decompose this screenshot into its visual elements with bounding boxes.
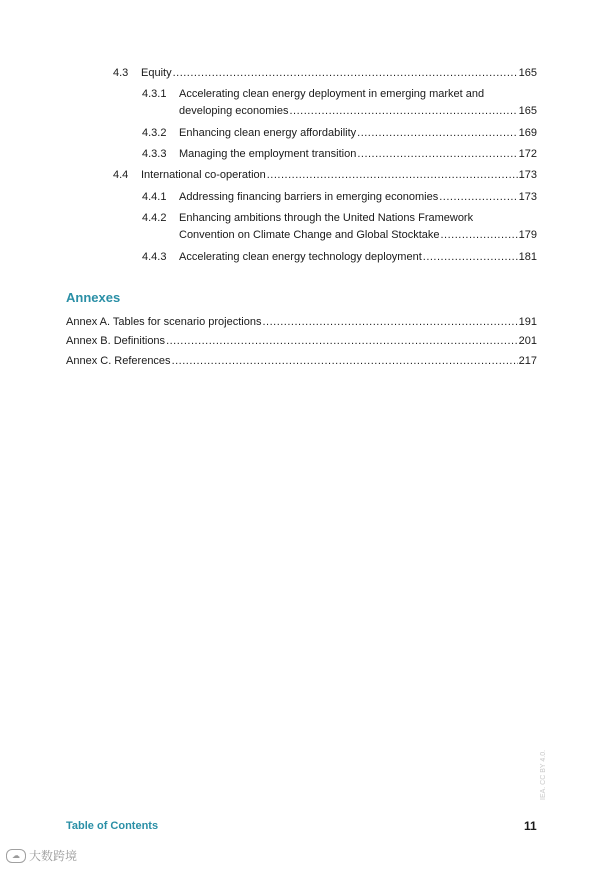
toc-number: 4.3.3 xyxy=(142,148,167,160)
toc-leader xyxy=(289,104,517,118)
toc-entry-4-3[interactable] xyxy=(113,66,537,80)
toc-number: 4.3.2 xyxy=(142,127,167,139)
footer-section-title: Table of Contents xyxy=(66,820,159,832)
toc-title: International co-operation xyxy=(141,169,266,181)
annex-title: Annex B. Definitions xyxy=(66,335,166,347)
toc-entry-4-4[interactable] xyxy=(113,168,537,182)
toc-leader xyxy=(166,334,518,348)
toc-title: Accelerating clean energy technology deployment xyxy=(179,251,422,263)
toc-leader xyxy=(262,315,517,329)
toc-page: 169 xyxy=(518,127,537,139)
toc-number: 4.3 xyxy=(113,67,129,79)
toc-entry-4-3-1[interactable] xyxy=(142,87,537,101)
toc-title-continued: Convention on Climate Change and Global Stocktake xyxy=(179,229,440,241)
annex-title: Annex C. References xyxy=(66,355,171,367)
toc-title: Equity xyxy=(141,67,172,79)
toc-page: 172 xyxy=(518,148,537,160)
toc-leader xyxy=(423,250,518,264)
toc-leader xyxy=(357,147,517,161)
toc-entry-4-4-2-cont[interactable] xyxy=(179,228,537,242)
toc-leader xyxy=(172,354,518,368)
watermark xyxy=(6,847,77,864)
annex-page: 217 xyxy=(518,355,537,367)
toc-entry-4-4-3[interactable] xyxy=(142,250,537,264)
annex-entry-b[interactable] xyxy=(66,334,537,348)
toc-leader xyxy=(267,168,518,182)
toc-number: 4.4.1 xyxy=(142,191,167,203)
toc-page: 165 xyxy=(518,67,537,79)
toc-leader xyxy=(357,126,518,140)
toc-title: Managing the employment transition xyxy=(179,148,357,160)
annex-entry-c[interactable] xyxy=(66,354,537,368)
annex-title: Annex A. Tables for scenario projections xyxy=(66,316,262,328)
annex-page: 191 xyxy=(518,316,537,328)
toc-leader xyxy=(439,190,517,204)
toc-page: 181 xyxy=(518,251,537,263)
toc-entry-4-4-1[interactable] xyxy=(142,190,537,204)
toc-leader xyxy=(441,228,518,242)
toc-page: 165 xyxy=(518,105,537,117)
toc-page: 173 xyxy=(518,191,537,203)
toc-number: 4.4.3 xyxy=(142,251,167,263)
toc-title: Enhancing ambitions through the United Nations Framework xyxy=(179,212,474,224)
toc-page: 173 xyxy=(518,169,537,181)
toc-number: 4.4 xyxy=(113,169,129,181)
toc-title: Addressing financing barriers in emerging economies xyxy=(179,191,439,203)
toc-entry-4-3-3[interactable] xyxy=(142,147,537,161)
annex-entry-a[interactable] xyxy=(66,315,537,329)
cloud-icon: ☁ xyxy=(6,849,26,863)
toc-page: 179 xyxy=(518,229,537,241)
annexes-heading: Annexes xyxy=(66,290,121,305)
footer-page-number: 11 xyxy=(524,819,537,833)
toc-title: Accelerating clean energy deployment in emerging market and xyxy=(179,88,485,100)
toc-title: Enhancing clean energy affordability xyxy=(179,127,357,139)
toc-number: 4.3.1 xyxy=(142,88,167,100)
watermark-text: 大数跨境 xyxy=(29,849,78,863)
annex-page: 201 xyxy=(518,335,537,347)
toc-entry-4-3-2[interactable] xyxy=(142,126,537,140)
toc-title-continued: developing economies xyxy=(179,105,289,117)
toc-entry-4-4-2[interactable] xyxy=(142,211,537,225)
toc-entry-4-3-1-cont[interactable] xyxy=(179,104,537,118)
toc-leader xyxy=(173,66,518,80)
license-note: IEA. CC BY 4.0. xyxy=(540,749,547,800)
toc-number: 4.4.2 xyxy=(142,212,167,224)
